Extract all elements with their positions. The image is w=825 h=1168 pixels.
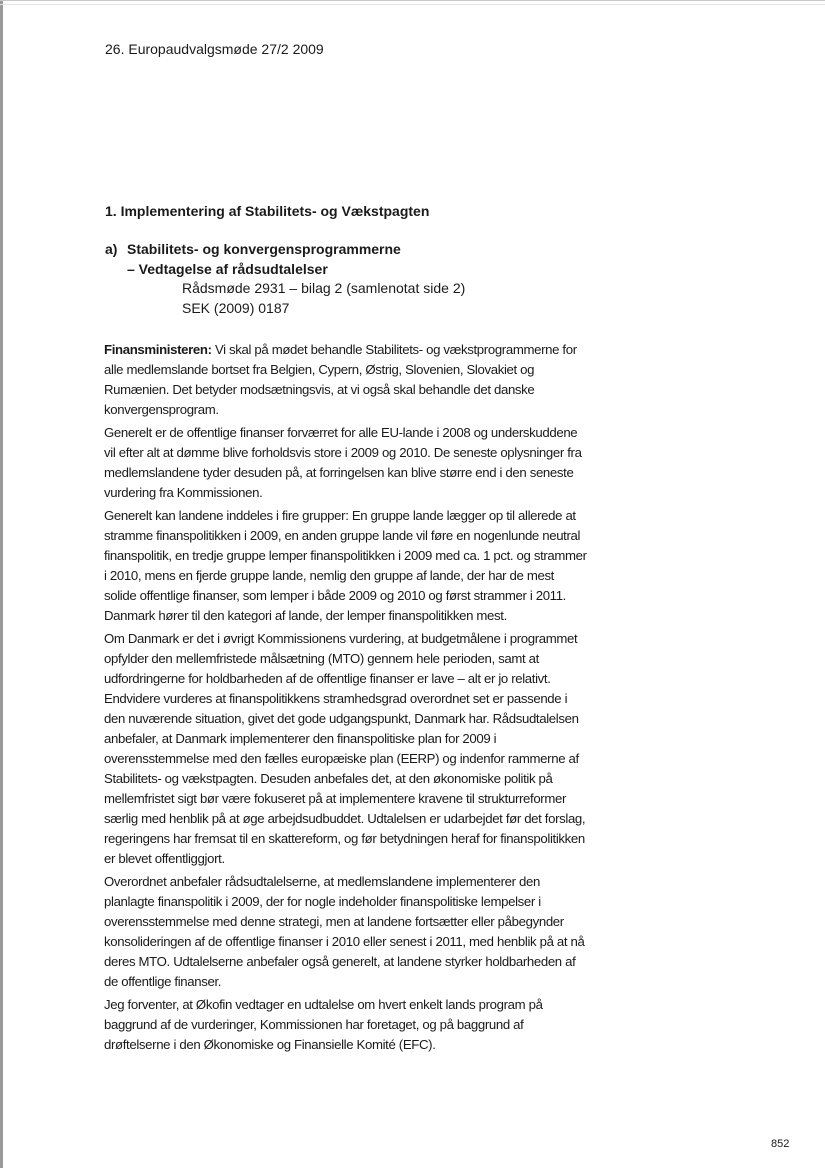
subsection-heading [105, 241, 401, 257]
paragraph-text: Overordnet anbefaler rådsudtalelserne, at medlemslandene implementerer den planlagte finanspolitik i 2009, der for nogle indeholder finanspolitiske lempelser i overensstemmelse med denne strategi, men at landene fortsætter eller påbegynder konsolideringen af de offentlige finanser i 2010 eller senest i 2011, med henblik på at nå deres MTO. Udtalelserne anbefaler også generelt, at landene styrker holdbarheden af de offentlige finanser. [104, 874, 585, 989]
paragraph-text: Generelt er de offentlige finanser forværret for alle EU-lande i 2008 og underskuddene vil efter alt at dømme blive forholdsvis store i 2009 og 2010. De seneste oplysninger fra medlemslandene tyder desuden på, at forringelsen kan blive større end i den seneste vurdering fra Kommissionen. [104, 425, 582, 500]
section-title: 1. Implementering af Stabilitets- og Vækstpagten [105, 203, 430, 219]
paragraph [104, 506, 588, 626]
subsection-label: a) [105, 241, 118, 257]
body-text [104, 340, 588, 1058]
subsection-title-line1: Stabilitets- og konvergensprogrammerne [127, 241, 401, 257]
page-number: 852 [771, 1138, 790, 1150]
reference-line-2: SEK (2009) 0187 [182, 300, 290, 316]
reference-line-1: Rådsmøde 2931 – bilag 2 (samlenotat side 2) [182, 280, 466, 296]
paragraph [104, 629, 588, 869]
paragraph [104, 340, 588, 420]
paragraph-text: Vi skal på mødet behandle Stabilitets- og vækstprogrammerne for alle medlemslande bortset fra Belgien, Cypern, Østrig, Slovenien, Slovakiet og Rumænien. Det betyder modsætningsvis, at vi også skal behandle det danske konvergensprogram. [104, 342, 577, 417]
paragraph-text: Om Danmark er det i øvrigt Kommissionens vurdering, at budgetmålene i programmet opfylder den mellemfristede målsætning (MTO) gennem hele perioden, samt at udfordringerne for holdbarheden af de offentlige finanser er lave – alt er jo relativt. Endvidere vurderes at finanspolitikkens stramhedsgrad overordnet set er passende i den nuværende situation, givet det gode udgangspunkt, Danmark har. Rådsudtalelsen anbefaler, at Danmark implementerer den finanspolitiske plan for 2009 i overensstemmelse med den fælles europæiske plan (EERP) og indenfor rammerne af Stabilitets- og vækstpagten. Desuden anbefales det, at den økonomiske politik på mellemfristet sigt bør være fokuseret på at implementere kravene til strukturreformer særlig med henblik på at øge arbejdsudbuddet. Udtalelsen er udarbejdet før det forslag, regeringens har fremsat til en skattereform, og før betydningen heraf for finanspolitikken er blevet offentliggjort. [104, 631, 586, 866]
scan-edge-left [0, 0, 3, 1168]
scan-edge-top [0, 0, 825, 1]
paragraph-text: Generelt kan landene inddeles i fire grupper: En gruppe lande lægger op til allerede at stramme finanspolitikken i 2009, en anden gruppe lande vil føre en nogenlunde neutral finanspolitik, en tredje gruppe lemper finanspolitikken i 2009 med ca. 1 pct. og strammer i 2010, mens en fjerde gruppe lande, nemlig den gruppe af lande, der har de mest solide offentlige finanser, som lemper i både 2009 og 2010 og først strammer i 2011. Danmark hører til den kategori af lande, der lemper finanspolitikken mest. [104, 508, 587, 623]
speaker-label: Finansministeren: [104, 342, 212, 357]
paragraph [104, 423, 588, 503]
subsection-title-line2: – Vedtagelse af rådsudtalelser [127, 261, 328, 277]
scan-edge-top-inner [0, 4, 825, 5]
paragraph [104, 995, 588, 1055]
paragraph-text: Jeg forventer, at Økofin vedtager en udtalelse om hvert enkelt lands program på baggrund af de vurderinger, Kommissionen har foretaget, og på baggrund af drøftelserne i den Økonomiske og Finansielle Komité (EFC). [104, 997, 543, 1052]
page-header: 26. Europaudvalgsmøde 27/2 2009 [105, 41, 324, 57]
paragraph [104, 872, 588, 992]
